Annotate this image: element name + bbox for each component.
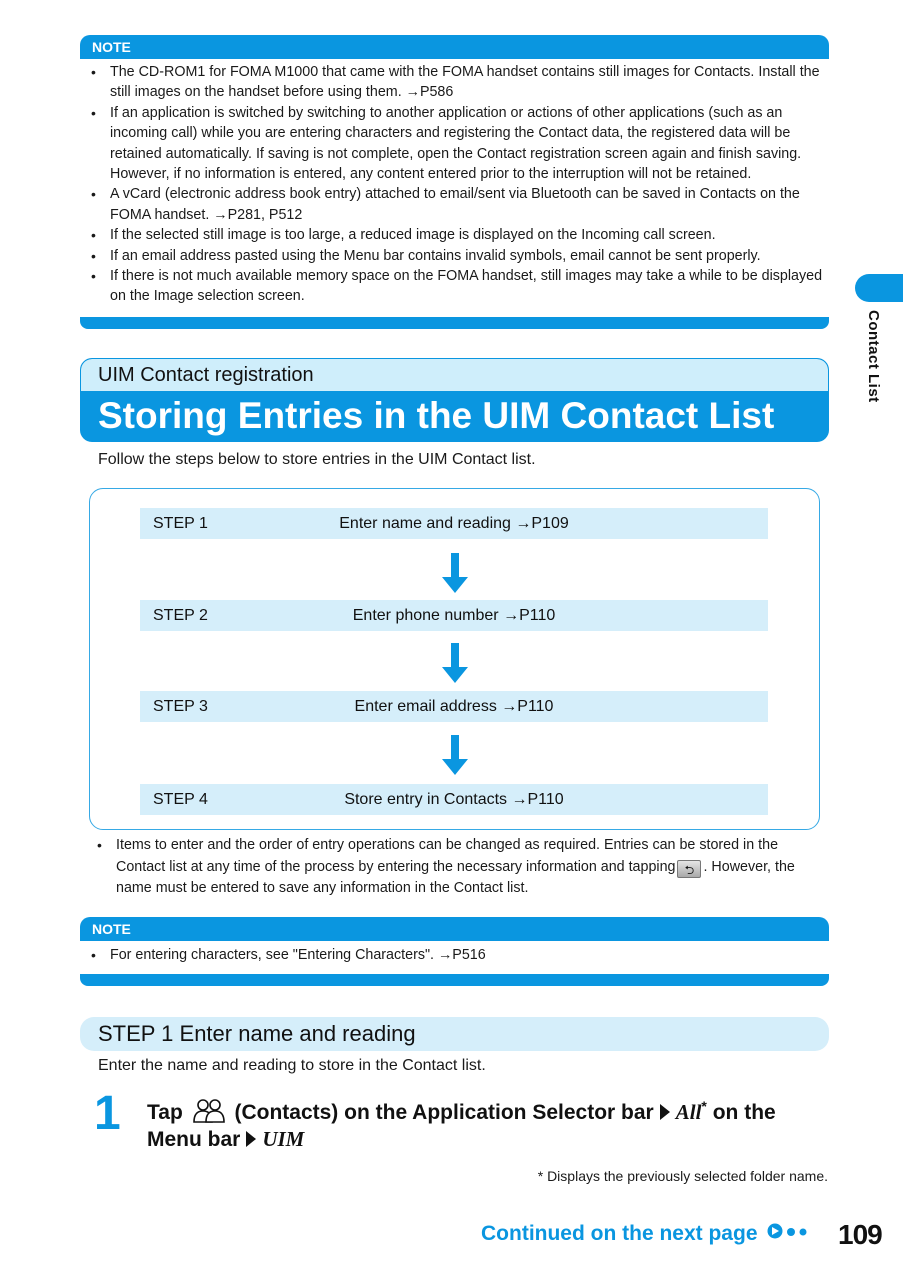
step-label: STEP 3 bbox=[153, 698, 208, 715]
note-list bbox=[80, 62, 829, 307]
section-subtitle: UIM Contact registration bbox=[81, 359, 828, 391]
list-item: • The CD-ROM1 for FOMA M1000 that came with the FOMA handset contains still images for Contacts. Install the still images on the handset before using them. →P586 bbox=[80, 62, 829, 103]
list-item: • If an application is switched by switching to another application or actions of other applications (such as an incoming call) while you are entering characters and registering the Contact data, the registered data will be retained automatically. If saving is not complete, open the Contact registration screen again and finish saving. However, if no information is entered, any content entered prior to the interruption will not be retained. bbox=[80, 103, 829, 185]
step-row bbox=[140, 508, 768, 539]
down-arrow-icon bbox=[441, 735, 469, 775]
instruction-line-2 bbox=[147, 1124, 304, 1155]
step-number: 1 bbox=[94, 1087, 119, 1140]
note-footer-bar bbox=[80, 317, 829, 329]
list-item bbox=[86, 835, 831, 900]
menu-all: All bbox=[675, 1100, 702, 1124]
step1-intro: Enter the name and reading to store in the Contact list. bbox=[98, 1057, 486, 1074]
list-item: • If there is not much available memory space on the FOMA handset, still images may take a while to be displayed on the Image selection screen. bbox=[80, 266, 829, 307]
continue-dots-icon bbox=[767, 1223, 811, 1239]
save-icon: ⮌ bbox=[677, 860, 701, 878]
note-heading: NOTE bbox=[80, 917, 829, 941]
step-text: Enter name and reading →P109 bbox=[339, 515, 569, 532]
list-item: • If an email address pasted using the Menu bar contains invalid symbols, email cannot be sent properly. bbox=[80, 246, 829, 266]
note-heading: NOTE bbox=[80, 35, 829, 59]
section-title-block bbox=[80, 358, 829, 442]
step-label: STEP 2 bbox=[153, 607, 208, 624]
down-arrow-icon bbox=[441, 553, 469, 593]
menu-uim: UIM bbox=[262, 1127, 305, 1151]
list-item: • For entering characters, see "Entering Characters". →P516 bbox=[80, 945, 829, 965]
items-note bbox=[86, 835, 831, 900]
items-note-text-1: Items to enter and the order of entry operations can be changed as required. Entries can be stored in the Contact list at any time of the process by entering the necessary information and tapping bbox=[116, 837, 779, 875]
arrow-right-icon bbox=[246, 1131, 256, 1147]
items-note-text-2: . However, the name must be entered to save any information in the Contact list. bbox=[116, 858, 795, 896]
continued-text: Continued on the next page bbox=[481, 1222, 758, 1245]
continued-label bbox=[481, 1222, 811, 1246]
section-intro: Follow the steps below to store entries in the UIM Contact list. bbox=[98, 451, 536, 468]
step-label: STEP 4 bbox=[153, 791, 208, 808]
instruction-line-1 bbox=[147, 1091, 776, 1128]
note-list bbox=[80, 945, 829, 965]
step-row bbox=[140, 784, 768, 815]
note-footer-bar bbox=[80, 974, 829, 986]
list-item: • A vCard (electronic address book entry) attached to email/sent via Bluetooth can be saved in Contacts on the FOMA handset. →P281, P512 bbox=[80, 184, 829, 225]
contacts-icon bbox=[193, 1098, 225, 1124]
list-item: • If the selected still image is too large, a reduced image is displayed on the Incoming call screen. bbox=[80, 225, 829, 245]
step-text: Enter email address →P110 bbox=[354, 698, 554, 715]
chapter-label: Contact List bbox=[865, 310, 882, 403]
step1-header: STEP 1 Enter name and reading bbox=[80, 1017, 829, 1051]
step-text: Store entry in Contacts →P110 bbox=[344, 791, 564, 808]
footnote: * Displays the previously selected folder name. bbox=[537, 1168, 828, 1184]
instr-tap: Tap bbox=[147, 1101, 183, 1124]
instr-on-the: on the bbox=[712, 1101, 776, 1124]
instr-menu-bar: Menu bar bbox=[147, 1128, 241, 1151]
step-row bbox=[140, 691, 768, 722]
instr-contacts: (Contacts) on the Application Selector bar bbox=[234, 1101, 654, 1124]
page-number: 109 bbox=[838, 1219, 882, 1250]
arrow-right-icon bbox=[660, 1104, 670, 1120]
step-row bbox=[140, 600, 768, 631]
down-arrow-icon bbox=[441, 643, 469, 683]
step-text: Enter phone number →P110 bbox=[352, 607, 556, 624]
footnote-star: * bbox=[701, 1098, 707, 1114]
step-label: STEP 1 bbox=[153, 515, 208, 532]
page-title: Storing Entries in the UIM Contact List bbox=[98, 395, 775, 436]
chapter-tab bbox=[855, 274, 903, 302]
